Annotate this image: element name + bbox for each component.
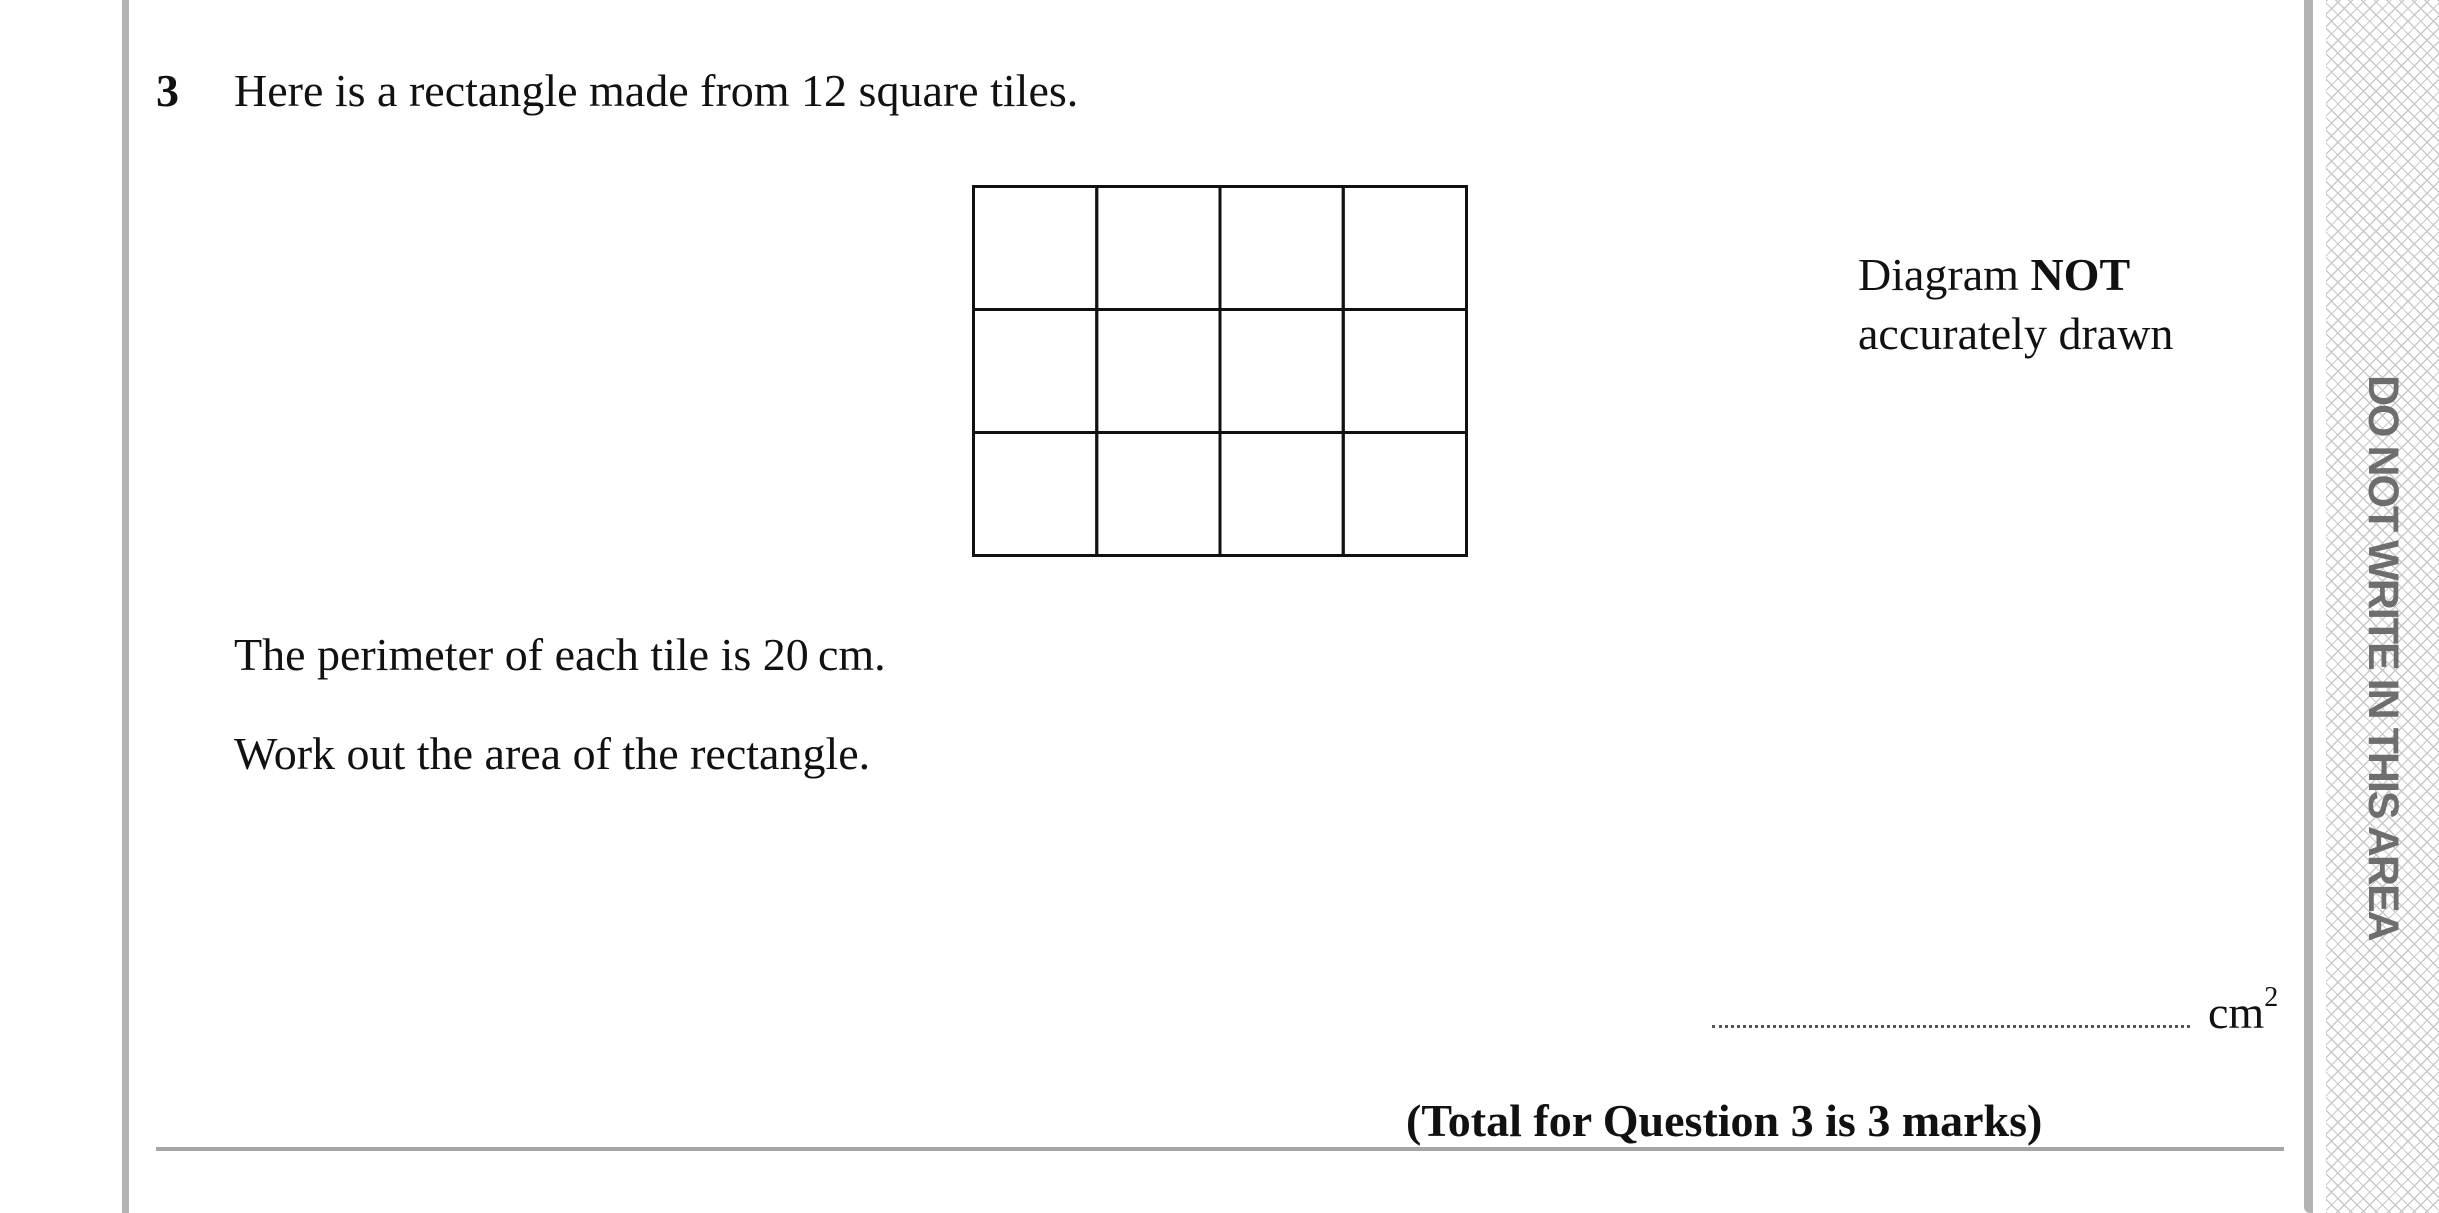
tile-square — [1343, 310, 1466, 433]
question-number: 3 — [156, 65, 179, 116]
tile-square — [974, 433, 1097, 556]
question-intro: Here is a rectangle made from 12 square tiles. — [234, 65, 1079, 116]
total-marks: (Total for Question 3 is 3 marks) — [1406, 1095, 2043, 1146]
diagram-note-emphasis: NOT — [2030, 249, 2131, 300]
answer-line[interactable] — [1712, 1025, 2190, 1028]
page-right-border — [2304, 0, 2313, 1213]
tile-square — [1220, 310, 1343, 433]
tile-square — [1343, 433, 1466, 556]
diagram-note-line1 — [1858, 245, 2173, 304]
diagram-note-line2: accurately drawn — [1858, 308, 2174, 359]
tile-square — [1097, 310, 1220, 433]
page-left-border — [122, 0, 129, 1213]
diagram-note-prefix: Diagram — [1858, 249, 2019, 300]
tile-square — [1097, 187, 1220, 310]
question-statement: The perimeter of each tile is 20 cm. — [234, 629, 886, 680]
tile-rectangle-diagram — [972, 185, 1468, 557]
tile-square — [1220, 187, 1343, 310]
question-task: Work out the area of the rectangle. — [234, 728, 871, 779]
answer-unit — [2208, 982, 2279, 1038]
answer-unit-base: cm — [2208, 987, 2265, 1038]
tile-square — [974, 310, 1097, 433]
tile-square — [974, 187, 1097, 310]
tile-square — [1097, 433, 1220, 556]
tile-square — [1343, 187, 1466, 310]
diagram-note — [1858, 245, 2173, 363]
margin-notice: DO NOT WRITE IN THIS AREA — [2359, 375, 2407, 940]
question-divider — [156, 1147, 2284, 1151]
tile-square — [1220, 433, 1343, 556]
answer-unit-power: 2 — [2264, 982, 2279, 1013]
